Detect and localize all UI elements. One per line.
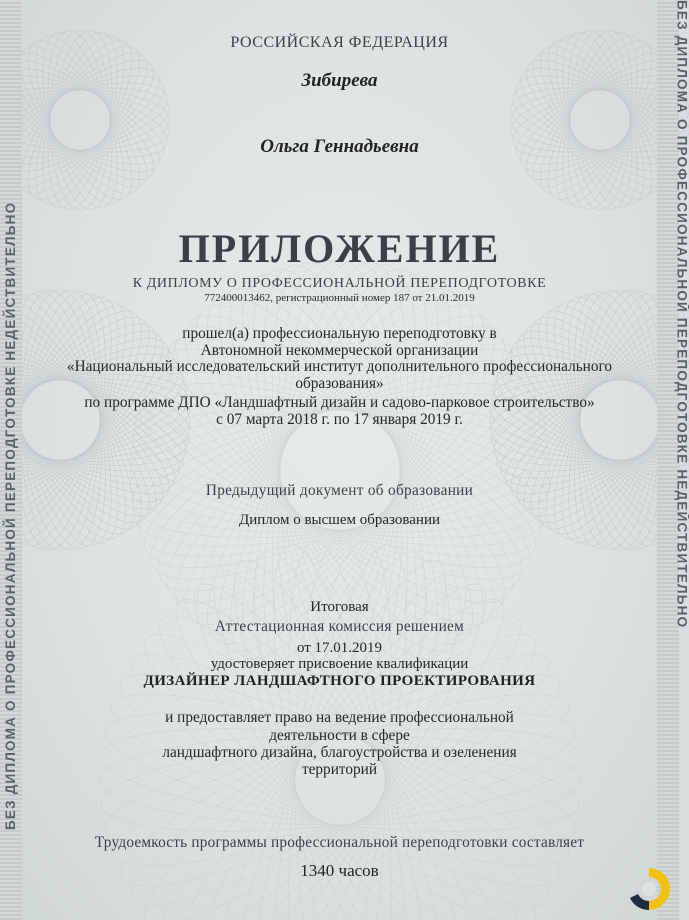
left-validity-notice: БЕЗ ДИПЛОМА О ПРОФЕССИОНАЛЬНОЙ ПЕРЕПОДГОТОВКЕ НЕДЕЙСТВИТЕЛЬНО [3, 201, 18, 830]
final-attestation-label: Итоговая [310, 599, 369, 615]
right-validity-notice: БЕЗ ДИПЛОМА О ПРОФЕССИОНАЛЬНОЙ ПЕРЕПОДГОТОВКЕ НЕДЕЙСТВИТЕЛЬНО [674, 0, 689, 629]
program-line: Автономной некоммерческой организации [200, 342, 479, 359]
document-subtitle: К ДИПЛОМУ О ПРОФЕССИОНАЛЬНОЙ ПЕРЕПОДГОТОВКЕ [132, 276, 547, 291]
program-line: прошел(а) профессиональную переподготовку в [182, 325, 497, 342]
program-line: образования» [295, 375, 384, 392]
holder-surname: Зибирева [301, 70, 378, 91]
certifies-text: удостоверяет присвоение квалификации [210, 656, 469, 672]
document-title: ПРИЛОЖЕНИЕ [178, 226, 501, 271]
commission-label: Аттестационная комиссия решением [214, 618, 465, 635]
qualification-title: ДИЗАЙНЕР ЛАНДШАФТНОГО ПРОЕКТИРОВАНИЯ [143, 673, 536, 689]
registration-number: 772400013462, регистрационный номер 187 от 21.01.2019 [204, 292, 475, 304]
program-dates: с 07 марта 2018 г. по 17 января 2019 г. [216, 411, 463, 428]
holder-given-names: Ольга Геннадьевна [260, 136, 419, 157]
rights-line: и предоставляет право на ведение профессиональной [165, 709, 514, 726]
duration-label: Трудоемкость программы профессиональной переподготовки составляет [94, 834, 585, 851]
logo-icon [624, 864, 674, 916]
duration-hours: 1340 часов [300, 861, 379, 880]
decision-date: от 17.01.2019 [296, 640, 383, 656]
program-line: по программе ДПО «Ландшафтный дизайн и садово-парковое строительство» [84, 394, 595, 411]
previous-document-value: Диплом о высшем образовании [239, 512, 440, 528]
previous-document-label: Предыдущий документ об образовании [205, 482, 474, 499]
country-name: РОССИЙСКАЯ ФЕДЕРАЦИЯ [230, 34, 449, 51]
rights-line: деятельности в сфере [269, 727, 410, 744]
rights-line: ландшафтного дизайна, благоустройства и озеленения [162, 744, 517, 761]
rights-line: территорий [301, 761, 378, 778]
program-line: «Национальный исследовательский институт дополнительного профессионального [66, 358, 613, 375]
